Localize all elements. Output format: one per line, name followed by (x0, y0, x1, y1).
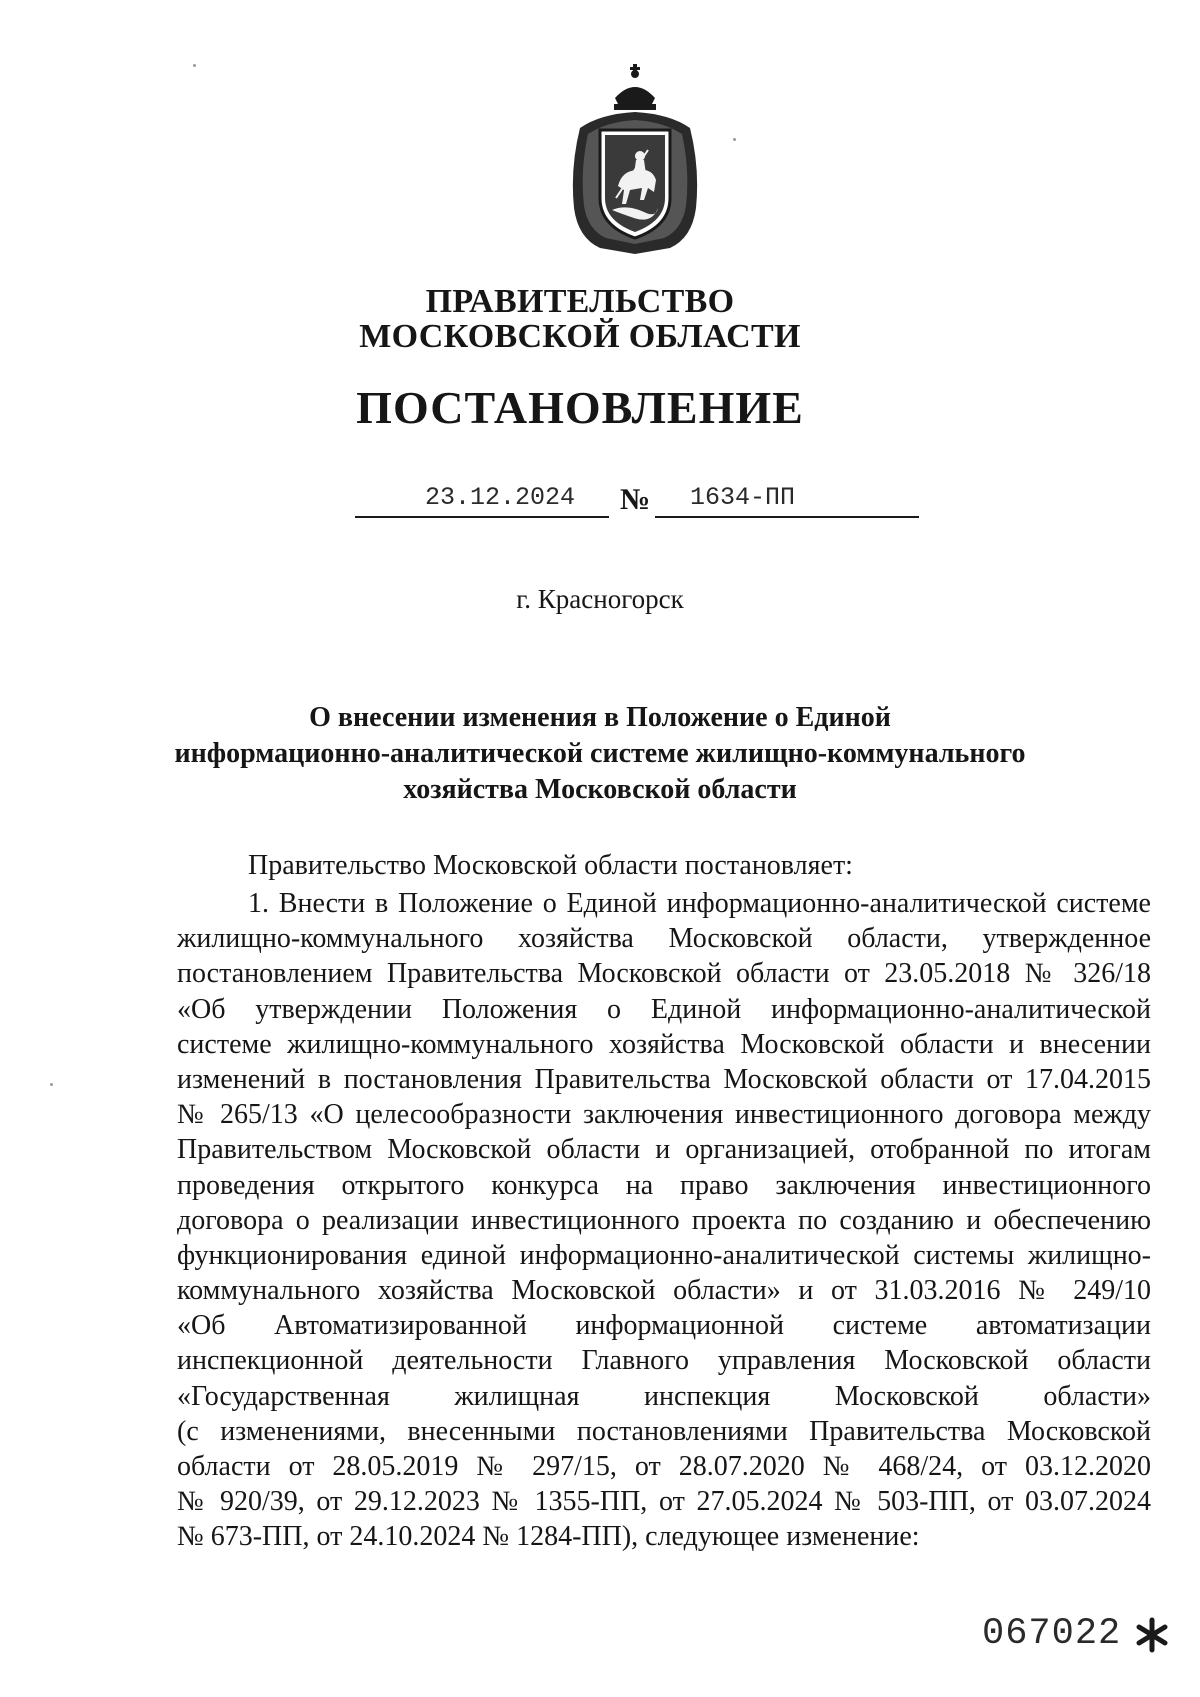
document-number: 1634-ПП (690, 483, 796, 512)
organization-name-line1: ПРАВИТЕЛЬСТВО (425, 283, 735, 320)
document-type-title: ПОСТАНОВЛЕНИЕ (356, 382, 804, 433)
document-date: 23.12.2024 (425, 483, 576, 512)
paragraph-line: «Об утверждении Положения о Единой информационно-аналитической (177, 993, 1151, 1025)
asterisk-icon (1132, 1615, 1172, 1655)
moscow-oblast-coat-of-arms-icon (560, 58, 710, 258)
scan-speck (193, 64, 196, 67)
paragraph-line: «Об Автоматизированной информационной системе автоматизации (177, 1310, 1151, 1342)
number-sign: № (620, 483, 651, 516)
paragraph-line: № 673-ПП, от 24.10.2024 № 1284-ПП), следующее изменение: (177, 1521, 920, 1553)
paragraph-line: Правительством Московской области и организацией, отобранной по итогам (177, 1134, 1151, 1166)
paragraph-line: системе жилищно-коммунального хозяйства Московской области и внесении (177, 1028, 1151, 1060)
paragraph-line: № 920/39, от 29.12.2023 № 1355-ПП, от 27.05.2024 № 503-ПП, от 03.07.2024 (177, 1486, 1151, 1518)
subject-line: информационно-аналитической системе жилищно-коммунального (174, 738, 1026, 769)
paragraph-line: инспекционной деятельности Главного управления Московской области (177, 1345, 1151, 1377)
scan-speck (733, 138, 736, 141)
paragraph-line: (с изменениями, внесенными постановлениями Правительства Московской (177, 1415, 1151, 1447)
paragraph-line: жилищно-коммунального хозяйства Московской области, утвержденное (177, 923, 1151, 955)
document-subject (0, 700, 1200, 808)
number-underline (655, 516, 919, 518)
paragraph-line: договора о реализации инвестиционного проекта по созданию и обеспечению (177, 1204, 1151, 1236)
organization-name-line2: МОСКОВСКОЙ ОБЛАСТИ (359, 318, 801, 355)
paragraph-line: проведения открытого конкурса на право заключения инвестиционного (177, 1169, 1151, 1201)
subject-line: О внесении изменения в Положение о Единой (309, 702, 891, 733)
date-underline (355, 516, 609, 518)
paragraph-line: постановлением Правительства Московской области от 23.05.2018 № 326/18 (177, 958, 1151, 990)
paragraph-line: 1. Внести в Положение о Единой информационно-аналитической системе (248, 888, 1151, 919)
paragraph-1 (177, 886, 1151, 1555)
city-name: г. Красногорск (516, 584, 684, 614)
copy-serial-number: 067022 (982, 1613, 1122, 1655)
paragraph-line: «Государственная жилищная инспекция Московской области» (177, 1380, 1151, 1412)
paragraph-line: коммунального хозяйства Московской области» и от 31.03.2016 № 249/10 (177, 1275, 1151, 1307)
preamble: Правительство Московской области постановляет: (248, 850, 853, 881)
subject-line: хозяйства Московской области (403, 774, 797, 805)
paragraph-line: функционирования единой информационно-аналитической системы жилищно- (177, 1239, 1151, 1271)
paragraph-line: изменений в постановления Правительства Московской области от 17.04.2015 (177, 1063, 1151, 1095)
paragraph-line: области от 28.05.2019 № 297/15, от 28.07.2020 № 468/24, от 03.12.2020 (177, 1451, 1151, 1482)
paragraph-line: № 265/13 «О целесообразности заключения инвестиционного договора между (177, 1099, 1151, 1131)
scan-speck (50, 1083, 53, 1086)
